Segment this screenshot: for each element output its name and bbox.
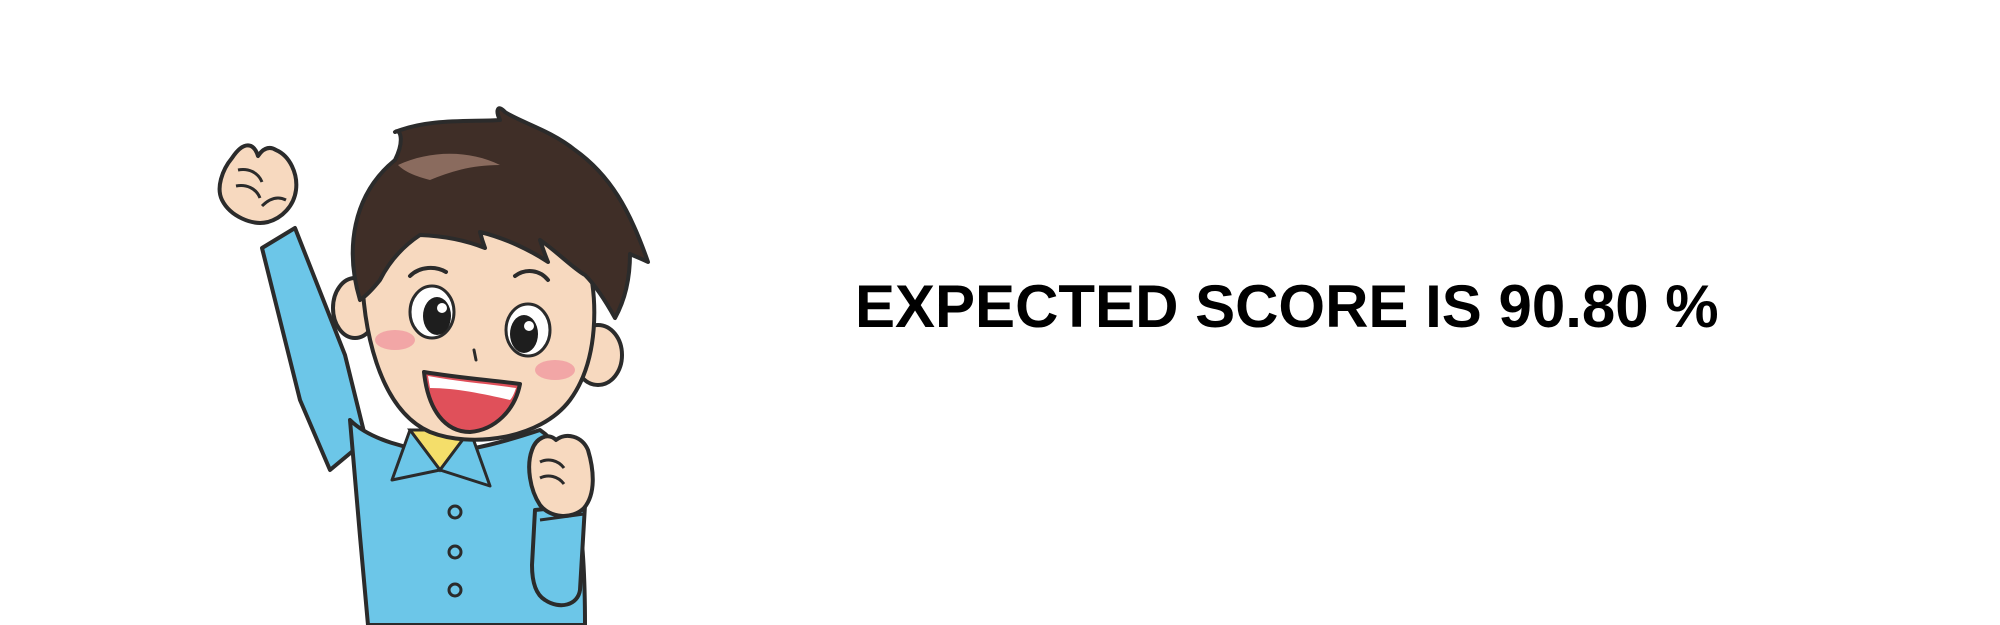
expected-score-message: EXPECTED SCORE IS 90.80 % [855, 273, 1719, 340]
shirt-button [449, 546, 461, 558]
cheering-boy-illustration [200, 100, 660, 625]
left-cheek [375, 330, 415, 350]
right-cheek [535, 360, 575, 380]
lowered-fist-icon [529, 436, 593, 516]
shirt-button [449, 584, 461, 596]
right-eye-pupil [510, 315, 538, 353]
shirt-button [449, 506, 461, 518]
nose [474, 350, 476, 360]
raised-fist-icon [220, 145, 297, 223]
left-eye-pupil [423, 297, 451, 335]
lowered-arm-sleeve [532, 505, 585, 605]
